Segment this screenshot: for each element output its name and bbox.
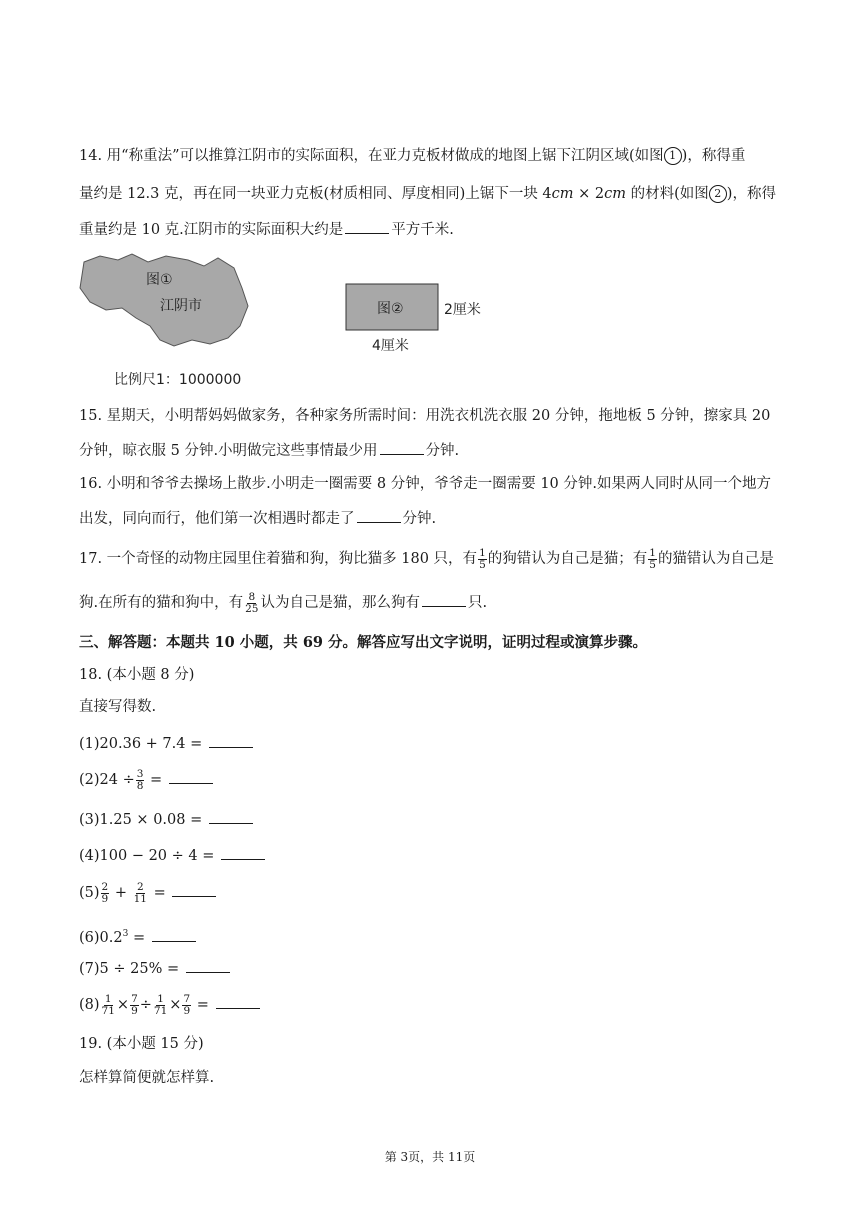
q16-line-1: 16. 小明和爷爷去操场上散步.小明走一圈需要 8 分钟，爷爷走一圈需要 10 分钟.如果两人同时从同一个地方 (79, 476, 771, 492)
answer-blank[interactable] (172, 882, 216, 897)
q14-figure (70, 248, 510, 398)
fraction: $\frac{1}{5}$ (649, 546, 656, 571)
fraction: $\frac{1}{71}$ (153, 992, 168, 1017)
q18-problem-4: (4)100 − 20 ÷ 4 = (79, 845, 267, 866)
q15-line-1: 15. 星期天，小明帮妈妈做家务，各种家务所需时间：用洗衣机洗衣服 20 分钟，拖地板 5 分钟，擦家具 20 (79, 408, 771, 424)
answer-blank[interactable] (186, 958, 230, 973)
fig1-city-label: 江阴市 (160, 298, 202, 314)
fraction: $\frac{8}{25}$ (245, 590, 259, 615)
circle-number-1: 1 (664, 147, 682, 165)
fraction: $\frac{3}{8}$ (136, 767, 144, 792)
q18-problem-7: (7)5 ÷ 25% = (79, 958, 232, 979)
page-footer: 第 3页，共 11页 (384, 1150, 476, 1164)
answer-blank[interactable] (357, 508, 401, 523)
q18-problem-2: (2)24 ÷ $\frac{3}{8}$ = (79, 766, 215, 794)
q19-title: 19. (本小题 15 分) (79, 1036, 204, 1052)
fraction: $\frac{7}{9}$ (183, 992, 191, 1017)
q18-problem-3: (3)1.25 × 0.08 = (79, 809, 255, 830)
q18-instruction: 直接写得数. (79, 699, 157, 715)
q14-line-3: 重量约是 10 克.江阴市的实际面积大约是 平方千米. (79, 219, 454, 240)
q18-problem-6: $(6)0.2^3$ = (79, 924, 198, 948)
fig2-label: 图② (377, 301, 404, 317)
answer-blank[interactable] (209, 809, 253, 824)
fraction: $\frac{2}{9}$ (101, 880, 109, 905)
answer-blank[interactable] (380, 440, 424, 455)
fig1-label: 图① (146, 272, 173, 288)
circle-number-2: 2 (709, 185, 727, 203)
answer-blank[interactable] (345, 219, 389, 234)
scale-label: 比例尺1：1000000 (114, 372, 242, 388)
answer-blank[interactable] (169, 769, 213, 784)
q18-title: 18. (本小题 8 分) (79, 667, 195, 683)
answer-blank[interactable] (216, 994, 260, 1009)
answer-blank[interactable] (221, 845, 265, 860)
q15-line-2: 分钟，晾衣服 5 分钟.小明做完这些事情最少用 分钟. (79, 440, 459, 461)
q18-problem-1: (1)20.36 + 7.4 = (79, 733, 255, 754)
q18-problem-8: (8) $\frac{1}{71}$ × $\frac{7}{9}$ ÷ $\frac{1}{71}$ × $\frac{7}{9}$ = (79, 991, 262, 1019)
fraction: $\frac{1}{71}$ (101, 992, 115, 1017)
answer-blank[interactable] (152, 927, 196, 942)
q17-line-1: 17. 一个奇怪的动物庄园里住着猫和狗，狗比猫多 180 只，有 $\frac{1}{5}$ 的狗错认为自己是猫；有 $\frac{1}{5}$ 的猫错认为自己是 (79, 546, 774, 571)
fraction: $\frac{1}{5}$ (479, 546, 486, 571)
q17-line-2: 狗.在所有的猫和狗中，有 $\frac{8}{25}$ 认为自己是猫，那么狗有 只. (79, 590, 488, 615)
answer-blank[interactable] (209, 733, 253, 748)
q19-instruction: 怎样算简便就怎样算. (79, 1070, 215, 1086)
fig2-width-label: 4厘米 (372, 338, 409, 354)
fraction: $\frac{7}{9}$ (131, 992, 138, 1017)
q14-line-1: 14. 用“称重法”可以推算江阴市的实际面积，在亚力克板材做成的地图上锯下江阴区域(如图 1 )，称得重 (79, 148, 746, 164)
q18-problem-5: (5) $\frac{2}{9}$ + $\frac{2}{11}$ = (79, 879, 218, 907)
q16-line-2: 出发，同向而行，他们第一次相遇时都走了 分钟. (79, 508, 436, 529)
fraction: $\frac{2}{11}$ (133, 880, 147, 905)
fig2-height-label: 2厘米 (444, 302, 481, 318)
section-heading: 三、解答题：本题共 10 小题，共 69 分。解答应写出文字说明，证明过程或演算步骤。 (79, 634, 648, 651)
answer-blank[interactable] (422, 592, 466, 607)
q14-line-2: 量约是 12.3 克，再在同一块亚力克板(材质相同、厚度相同)上锯下一块 4cm × 2cm 的材料(如图 2 )，称得 (79, 186, 776, 202)
